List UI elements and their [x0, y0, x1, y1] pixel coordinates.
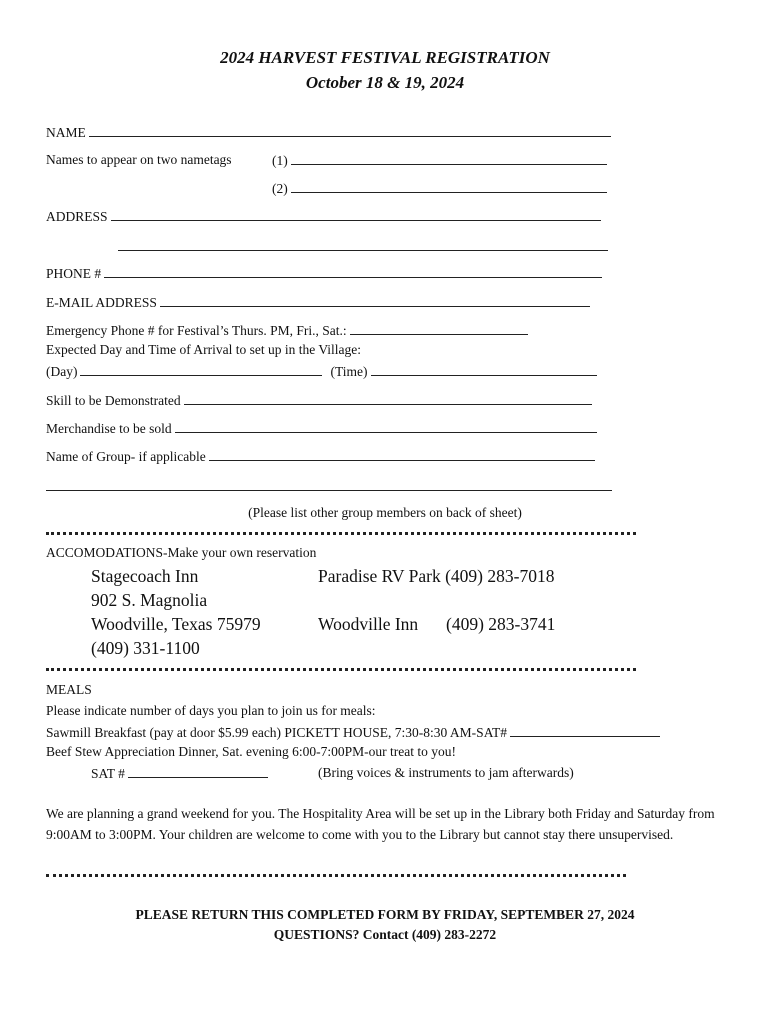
group-input-line-2[interactable] — [46, 478, 612, 491]
stagecoach-inn-name: Stagecoach Inn — [91, 566, 199, 586]
time-input-line[interactable] — [371, 363, 597, 376]
return-notice: PLEASE RETURN THIS COMPLETED FORM BY FRIDAY, SEPTEMBER 27, 2024 — [135, 907, 635, 922]
dotted-divider — [46, 668, 636, 671]
phone-field-row — [46, 265, 602, 282]
nametags-label: Names to appear on two nametags — [46, 152, 232, 167]
group-note: (Please list other group members on back of sheet) — [248, 505, 522, 520]
rv-park-info: Paradise RV Park (409) 283-7018 — [318, 566, 555, 586]
arrival-day-time-row — [46, 363, 597, 380]
arrival-label: Expected Day and Time of Arrival to set up in the Village: — [46, 342, 362, 357]
emergency-phone-label: Emergency Phone # for Festival’s Thurs. PM, Fri., Sat.: — [46, 323, 347, 338]
jam-note: (Bring voices & instruments to jam afterwards) — [318, 765, 574, 780]
time-label: (Time) — [330, 364, 368, 379]
group-label: Name of Group- if applicable — [46, 449, 206, 464]
nametag-1-input-line[interactable] — [291, 152, 607, 165]
stagecoach-inn-phone: (409) 331-1100 — [91, 638, 200, 658]
name-field-row — [46, 124, 611, 141]
merchandise-label: Merchandise to be sold — [46, 421, 172, 436]
skill-input-line[interactable] — [184, 392, 592, 405]
emergency-phone-row — [46, 322, 528, 339]
sat-count-row — [91, 765, 268, 782]
address-input-line-1[interactable] — [111, 208, 601, 221]
nametag-1-label: (1) — [272, 153, 288, 168]
festival-dates: October 18 & 19, 2024 — [305, 73, 465, 92]
skill-field-row — [46, 392, 592, 409]
sat-count-label: SAT # — [91, 766, 125, 781]
day-label: (Day) — [46, 364, 78, 379]
questions-contact: QUESTIONS? Contact (409) 283-2272 — [273, 927, 497, 942]
breakfast-label: Sawmill Breakfast (pay at door $5.99 each) PICKETT HOUSE, 7:30-8:30 AM-SAT# — [46, 725, 507, 740]
meals-instructions: Please indicate number of days you plan to join us for meals: — [46, 703, 376, 718]
dotted-divider — [46, 532, 636, 535]
sat-count-input-line[interactable] — [128, 765, 268, 778]
nametag-2-input-line[interactable] — [291, 180, 607, 193]
phone-input-line[interactable] — [104, 265, 602, 278]
emergency-phone-input-line[interactable] — [350, 322, 528, 335]
accommodations-heading: ACCOMODATIONS-Make your own reservation — [46, 545, 317, 560]
email-field-row — [46, 294, 590, 311]
address-label: ADDRESS — [46, 209, 108, 224]
skill-label: Skill to be Demonstrated — [46, 393, 181, 408]
name-label: NAME — [46, 125, 86, 140]
group-field-row — [46, 448, 595, 465]
day-input-line[interactable] — [80, 363, 322, 376]
merchandise-field-row — [46, 420, 597, 437]
group-line-2-row — [46, 478, 612, 495]
stagecoach-inn-street: 902 S. Magnolia — [91, 590, 208, 610]
email-label: E-MAIL ADDRESS — [46, 295, 157, 310]
woodville-inn-name: Woodville Inn — [318, 614, 419, 634]
dinner-label: Beef Stew Appreciation Dinner, Sat. evening 6:00-7:00PM-our treat to you! — [46, 744, 456, 759]
hospitality-paragraph: We are planning a grand weekend for you. The Hospitality Area will be set up in the Library both Friday and Saturday from 9:00AM to 3:00PM. Your children are welcome to come with you to the Library but cannot stay there unsupervised. — [46, 806, 715, 842]
nametag-2-row — [272, 180, 607, 197]
nametag-1-row — [272, 152, 607, 169]
nametag-2-label: (2) — [272, 181, 288, 196]
stagecoach-inn-city: Woodville, Texas 75979 — [91, 614, 261, 634]
breakfast-count-input-line[interactable] — [510, 724, 660, 737]
merchandise-input-line[interactable] — [175, 420, 597, 433]
form-title: 2024 HARVEST FESTIVAL REGISTRATION — [220, 48, 550, 67]
dotted-divider — [46, 874, 626, 877]
address-input-line-2[interactable] — [118, 238, 608, 251]
group-input-line[interactable] — [209, 448, 595, 461]
name-input-line[interactable] — [89, 124, 611, 137]
breakfast-row — [46, 724, 660, 741]
phone-label: PHONE # — [46, 266, 102, 281]
meals-heading: MEALS — [46, 682, 92, 697]
email-input-line[interactable] — [160, 294, 590, 307]
address-field-row — [46, 208, 601, 225]
address-line-2-row — [118, 238, 608, 255]
woodville-inn-phone: (409) 283-3741 — [446, 614, 556, 634]
